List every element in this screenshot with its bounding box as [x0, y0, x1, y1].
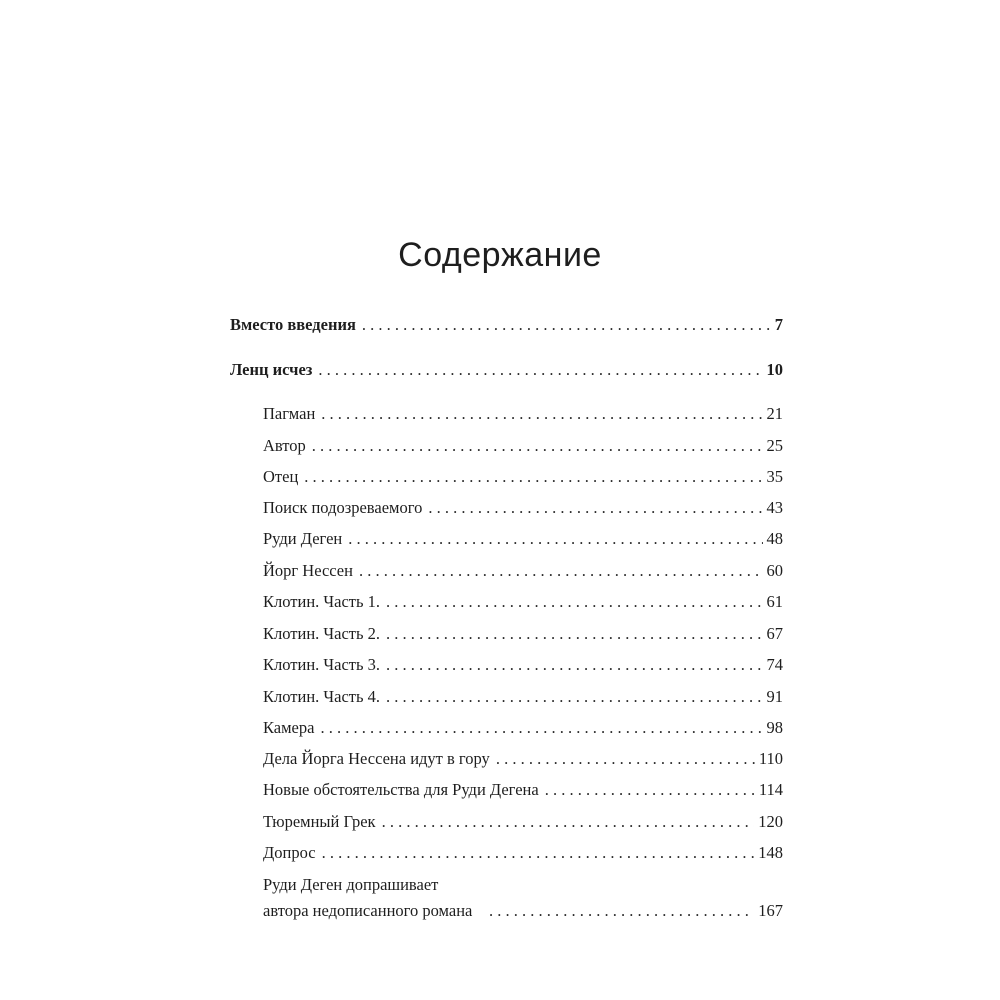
toc-entry-page: 10 [766, 360, 783, 379]
dot-leader [496, 748, 755, 770]
toc-entry [263, 779, 783, 801]
page-title: Содержание [398, 236, 602, 274]
toc-entry-title: Вместо введения [230, 315, 356, 334]
dot-leader [489, 898, 754, 924]
toc-entry-title: Автор [263, 436, 306, 455]
toc-entry-title: Клотин. Часть 3. [263, 655, 380, 674]
toc-entry [263, 811, 783, 833]
toc-entry-page: 114 [758, 780, 783, 799]
toc-entry-title: Тюремный Грек [263, 812, 376, 831]
toc-entry [263, 872, 783, 924]
toc-entry [263, 497, 783, 519]
dot-leader [428, 497, 762, 519]
toc-entry-title: Клотин. Часть 4. [263, 687, 380, 706]
toc-entry [263, 686, 783, 708]
toc-entry-title: Поиск подозреваемого [263, 498, 423, 517]
toc-entry-title: Новые обстоятельства для Руди Дегена [263, 780, 539, 799]
toc-entry-title: Камера [263, 718, 315, 737]
toc-entry-title: Дела Йорга Нессена идут в гору [263, 749, 490, 768]
toc-entry-page: 25 [766, 436, 783, 455]
dot-leader [362, 314, 771, 336]
dot-leader [348, 528, 762, 550]
toc-entry [263, 466, 783, 488]
dot-leader [322, 842, 755, 864]
toc-entry [263, 717, 783, 739]
dot-leader [386, 654, 763, 676]
dot-leader [386, 623, 763, 645]
dot-leader [320, 717, 762, 739]
toc-entry-page: 48 [766, 529, 783, 548]
toc-entry-page: 7 [774, 315, 783, 334]
toc-entry [263, 748, 783, 770]
toc-entry-page: 167 [758, 901, 783, 920]
dot-leader [359, 560, 763, 582]
toc-entry [230, 359, 783, 381]
dot-leader [318, 359, 762, 381]
toc-entry [263, 591, 783, 613]
toc-entry-page: 67 [766, 624, 783, 643]
toc-entry-page: 110 [758, 749, 783, 768]
toc-entry [230, 314, 783, 336]
toc-entry-page: 21 [766, 404, 783, 423]
dot-leader [312, 435, 763, 457]
toc-entry-page: 60 [766, 561, 783, 580]
toc-entry [263, 560, 783, 582]
toc-entry-page: 120 [758, 812, 783, 831]
toc-entry-title: Клотин. Часть 1. [263, 592, 380, 611]
dot-leader [545, 779, 755, 801]
toc-entry-page: 43 [766, 498, 783, 517]
dot-leader [304, 466, 762, 488]
toc-entry-page: 61 [766, 592, 783, 611]
toc-entry-title: Допрос [263, 843, 316, 862]
toc-entry-page: 74 [766, 655, 783, 674]
dot-leader [386, 686, 763, 708]
dot-leader [382, 811, 755, 833]
toc-entry-title: Ленц исчез [230, 360, 313, 379]
toc-entry-title: Пагман [263, 404, 316, 423]
toc-entry-title: Руди Деген [263, 529, 343, 548]
toc-entry-page: 98 [766, 718, 783, 737]
toc-entry [263, 528, 783, 550]
toc-entry-page: 35 [766, 467, 783, 486]
toc-entry-title: Йорг Нессен [263, 561, 353, 580]
toc-entry-title: Руди Деген допрашивает автора недописанного романа [263, 875, 473, 920]
toc-entry [263, 842, 783, 864]
toc-entry [263, 654, 783, 676]
toc-entry [263, 403, 783, 425]
toc-entry-page: 91 [766, 687, 783, 706]
toc-entry-title: Отец [263, 467, 299, 486]
toc-entry-title: Клотин. Часть 2. [263, 624, 380, 643]
dot-leader [386, 591, 763, 613]
toc-entry-page: 148 [758, 843, 783, 862]
toc-entry [263, 623, 783, 645]
dot-leader [321, 403, 762, 425]
toc-entry [263, 435, 783, 457]
